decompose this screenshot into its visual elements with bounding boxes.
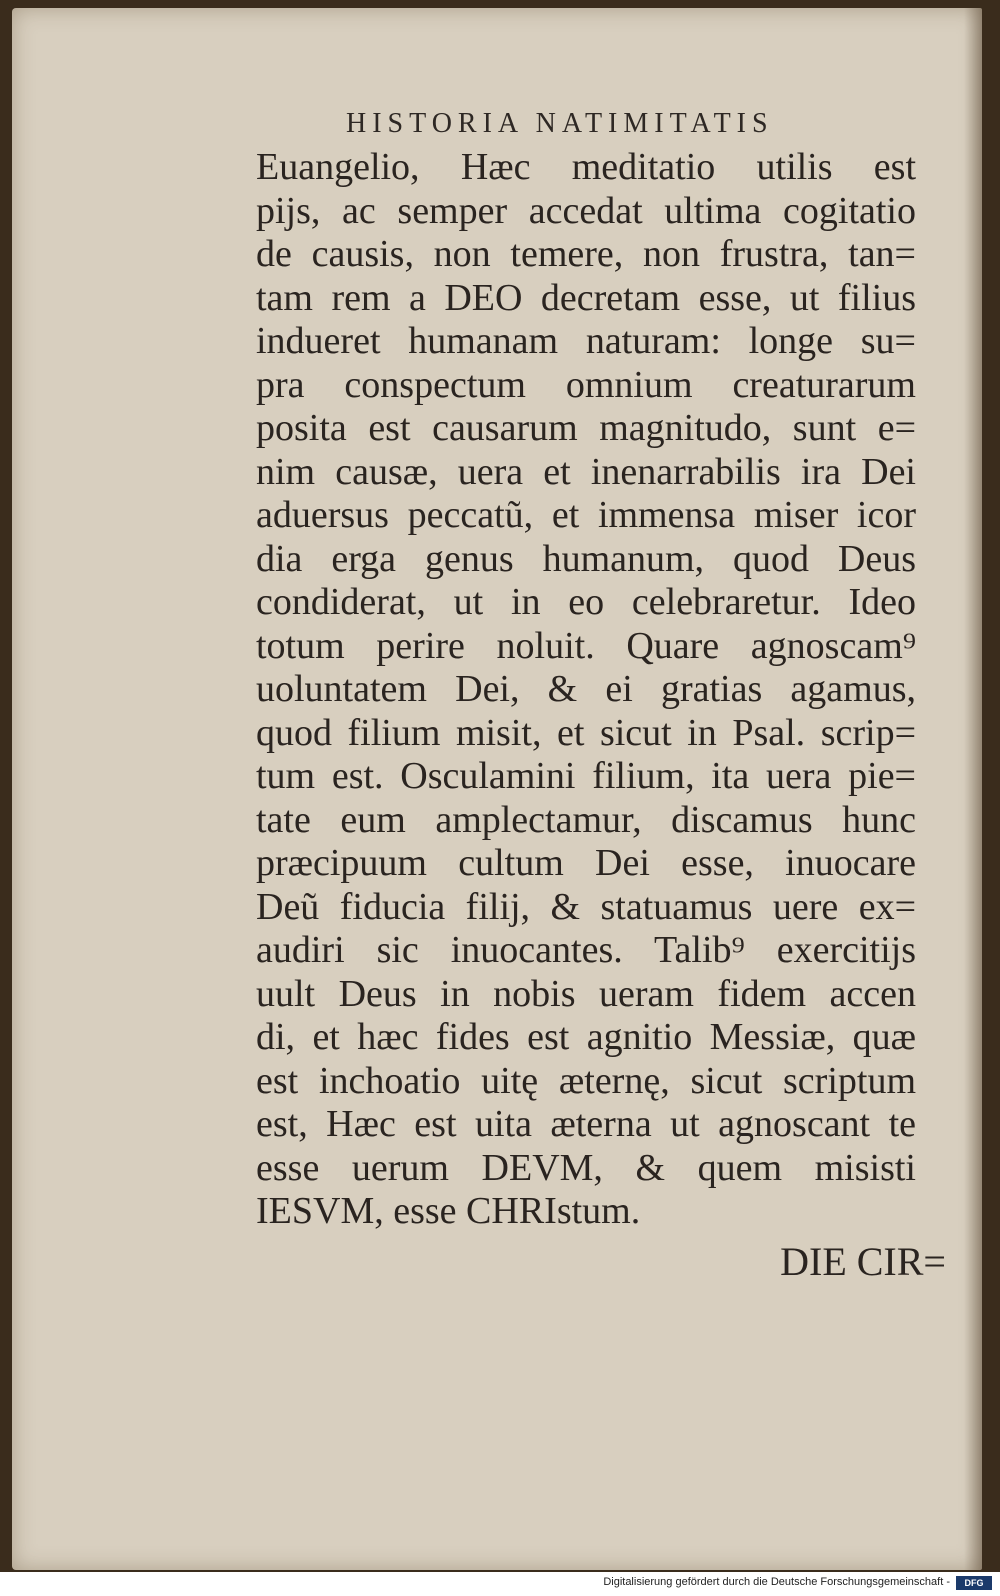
text-line: totum perire noluit. Quare agnoscam⁹ (256, 624, 916, 667)
text-line: Euangelio, Hæc meditatio utilis est (256, 146, 916, 188)
dfg-logo: DFG (956, 1576, 992, 1590)
text-line: pijs, ac semper accedat ultima cogitatio (256, 189, 916, 232)
text-line: esse uerum DEVM, & quem misisti (256, 1146, 916, 1189)
body-text (256, 146, 956, 1234)
text-line: tum est. Osculamini filium, ita uera pie= (256, 755, 916, 797)
text-line: Deũ fiducia filij, & statuamus uere ex= (256, 885, 916, 928)
text-line: nim causæ, uera et inenarrabilis ira Dei (256, 450, 916, 493)
text-line: de causis, non temere, non frustra, tan= (256, 233, 916, 275)
text-line: tam rem a DEO decretam esse, ut filius (256, 276, 916, 319)
text-block (256, 104, 956, 1288)
text-line: di, et hæc fides est agnitio Messiæ, quæ (256, 1016, 916, 1058)
text-line: dia erga genus humanum, quod Deus (256, 537, 916, 580)
text-line: est inchoatio uitę æternę, sicut scriptum (256, 1059, 916, 1102)
catchword: DIE CIR= (780, 1238, 946, 1284)
text-line: posita est causarum magnitudo, sunt e= (256, 407, 916, 449)
text-line: præcipuum cultum Dei esse, inuocare (256, 842, 916, 884)
text-line: IESVM, esse CHRIstum. (256, 1190, 641, 1232)
book-page (12, 8, 982, 1570)
text-line: condiderat, ut in eo celebraretur. Ideo (256, 581, 916, 623)
text-line: uoluntatem Dei, & ei gratias agamus, (256, 668, 916, 710)
text-line: uult Deus in nobis ueram fidem accen (256, 972, 916, 1015)
text-line: est, Hæc est uita æterna ut agnoscant te (256, 1103, 916, 1145)
text-line: aduersus peccatũ, et immensa miser icor (256, 494, 916, 536)
text-line: audiri sic inuocantes. Talib⁹ exercitijs (256, 929, 916, 971)
funding-credit: Digitalisierung gefördert durch die Deutsche Forschungsgemeinschaft - (603, 1576, 950, 1588)
text-line: pra conspectum omnium creaturarum (256, 363, 916, 406)
footer-bar (0, 1572, 1000, 1596)
text-line: tate eum amplectamur, discamus hunc (256, 798, 916, 841)
text-line: indueret humanam naturam: longe su= (256, 320, 916, 362)
text-line: quod filium misit, et sicut in Psal. scrip= (256, 711, 916, 754)
running-head: HISTORIA NATIMITATIS (346, 108, 774, 139)
